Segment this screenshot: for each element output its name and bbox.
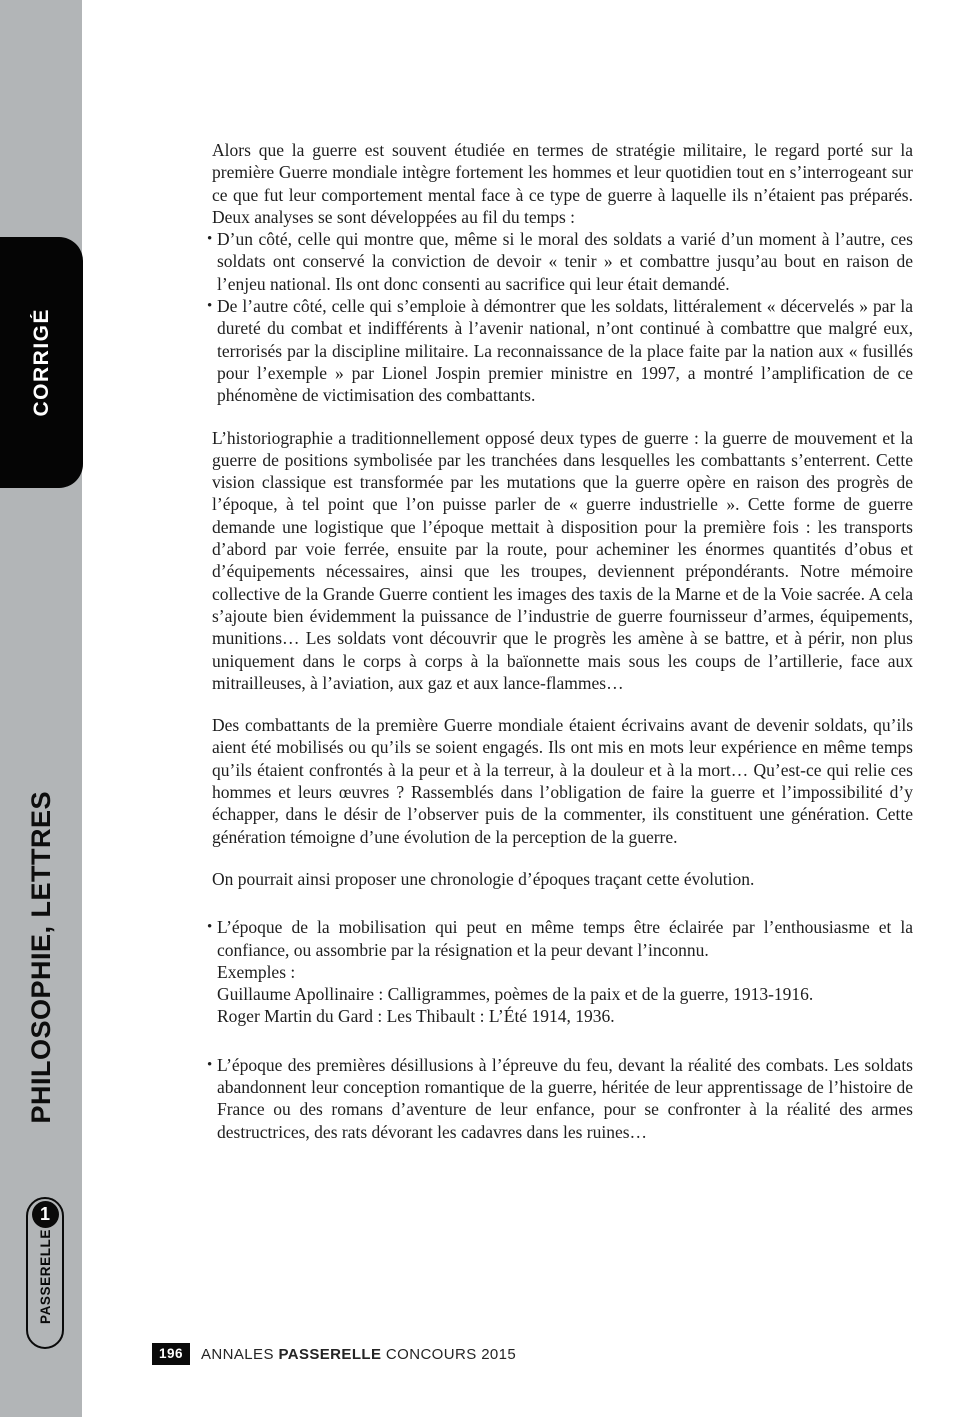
epoch-bullet-item — [207, 1054, 913, 1143]
analysis-bullet-item — [207, 228, 913, 295]
footer-title — [201, 1346, 516, 1363]
passerelle-logo-text: PASSERELLE — [37, 1229, 53, 1325]
analysis-bullet-item — [207, 295, 913, 406]
bullet-icon: • — [207, 231, 213, 248]
examples-label: Exemples : — [217, 961, 296, 982]
passerelle-logo-number: 1 — [32, 1201, 59, 1228]
example-apollinaire: Guillaume Apollinaire : Calligrammes, poèmes de la paix et de la guerre, 1913-1916. — [217, 984, 814, 1005]
corrige-label: CORRIGÉ — [29, 308, 53, 417]
historiographie-paragraph: L’historiographie a traditionnellement opposé deux types de guerre : la guerre de mouvement et la guerre de positions symbolisée par les tranchées dans lesquelles les combattants s’enterrent. Cette vision classique est transformée par les mutations que la guerre opère en raison des progrès de l’époque, à tel point que l’on puisse parler de « guerre industrielle ». Cette forme de guerre demande une logistique que l’époque mettait à disposition pour la première fois : les transports d’abord par voie ferrée, ensuite par la route, pour acheminer les énormes quantités d’obus et d’équipements nécessaires, ainsi que les troupes, deviennent prépondérants. Notre mémoire collective de la Grande Guerre contient les images des taxis de la Marne et de la Voie sacrée. A cela s’ajoute bien évidemment la puissance de l’industrie de guerre fournisseur d’armes, équipements, munitions… Les soldats vont découvrir que le progrès les amène à se battre, et à périr, non plus uniquement dans le corps à corps à la baïonnette mais sous les coups de l’artillerie, face aux mitrailleuses, à l’aviation, aux gaz et aux lance-flammes… — [212, 427, 913, 693]
footer-passerelle: PASSERELLE — [278, 1345, 382, 1363]
bullet-icon: • — [207, 1056, 213, 1073]
page-number-badge: 196 — [152, 1343, 190, 1365]
epoch-bullet-text: L’époque des premières désillusions à l’épreuve du feu, devant la réalité des combats. Les soldats abandonnent leur conception romantique de la guerre, héritée de leur apprentissage de l’histoire de France ou des romans d’aventure de leur enfance, pour se confronter à la réalité des armes destructrices, des rats dévorant les cadavres dans les ruines… — [217, 1054, 913, 1142]
example-martin-du-gard: Roger Martin du Gard : Les Thibault : L’Été 1914, 1936. — [217, 1006, 615, 1027]
section-label: PHILOSOPHIE, LETTRES — [25, 790, 56, 1124]
section-label-container — [0, 778, 82, 1136]
footer-annales: ANNALES — [201, 1345, 274, 1363]
epoch-bullet-text: L’époque de la mobilisation qui peut en même temps être éclairée par l’enthousiasme et la confiance, ou assombrie par la résignation et la peur devant l’inconnu. — [217, 917, 913, 960]
analysis-bullet-text: De l’autre côté, celle qui s’emploie à démontrer que les soldats, littéralement « décervelés » par la dureté du combat et indifférents à l’avenir national, n’ont continué à combattre que malgré eux, terrorisés par la discipline militaire. La reconnaissance de la place faite par la nation aux « fusillés pour l’exemple » par Lionel Jospin premier ministre en 1997, a montré l’amplification de ce phénomène de victimisation des combattants. — [217, 296, 913, 406]
intro-paragraph: Alors que la guerre est souvent étudiée en termes de stratégie militaire, le regard porté sur la première Guerre mondiale intègre fortement les hommes et leur quotidien tout en s’interrogeant sur ce que fut leur comportement mental face à ce type de guerre à laquelle ils n’étaient pas préparés. Deux analyses se sont développées au fil du temps : — [212, 140, 913, 227]
bullet-icon: • — [207, 298, 213, 315]
bullet-icon: • — [207, 919, 213, 936]
epoch-bullet-item — [207, 916, 913, 1027]
page-footer — [152, 1343, 516, 1365]
chronologie-paragraph: On pourrait ainsi proposer une chronologie d’époques traçant cette évolution. — [212, 868, 755, 889]
combattants-paragraph: Des combattants de la première Guerre mondiale étaient écrivains avant de devenir soldats, qu’ils aient été mobilisés ou qu’ils se soient engagés. Ils ont mis en mots leur expérience en même temps qu’ils étaient confrontés à la peur et à la terreur, à la douleur et à la mort… Qu’est-ce qui relie ces hommes et leurs œuvres ? Rassemblés dans l’obligation de faire la guerre et l’impossibilité d’y échapper, dans le désir de l’observer puis de la commenter, ils constituent une génération. Cette génération témoigne d’une évolution de la perception de la guerre. — [212, 715, 913, 847]
passerelle-logo — [26, 1197, 64, 1349]
corrige-tab — [0, 237, 83, 488]
footer-concours: CONCOURS 2015 — [385, 1345, 517, 1363]
main-text-column — [207, 139, 913, 1143]
analysis-bullet-text: D’un côté, celle qui montre que, même si le moral des soldats a varié d’un moment à l’autre, ces soldats ont conservé la conviction de devoir « tenir » et combattre jusqu’au bout en raison de l’enjeu national. Ils ont donc consenti au sacrifice qui leur était demandé. — [217, 229, 913, 294]
